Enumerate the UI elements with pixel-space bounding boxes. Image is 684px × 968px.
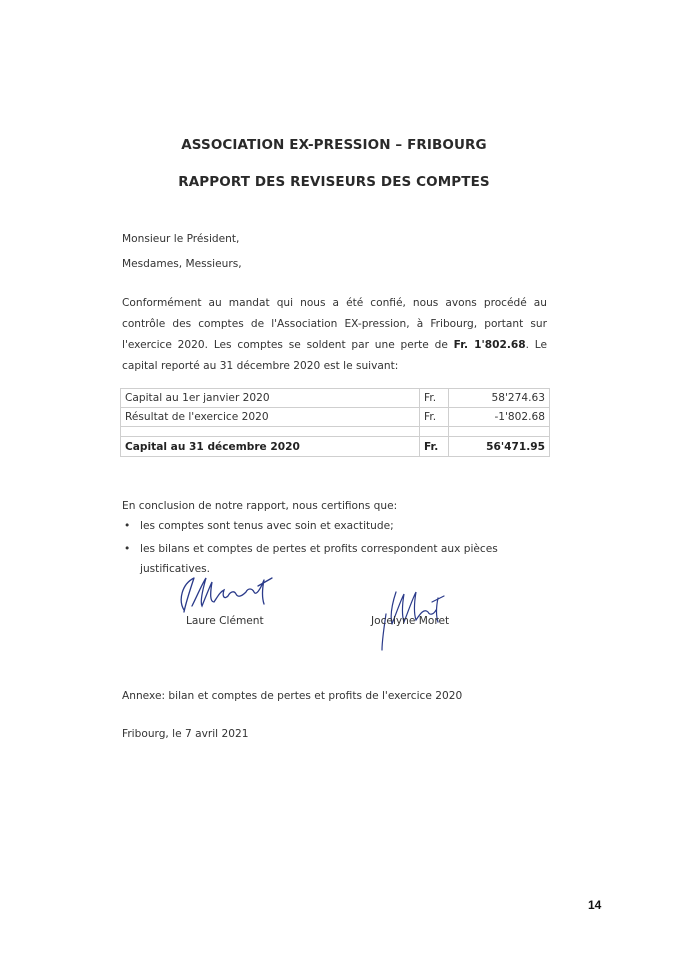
intro-paragraph [122,293,547,377]
total-amount: 56'471.95 [449,437,550,457]
table-spacer-row [121,427,550,437]
place-and-date: Fribourg, le 7 avril 2021 [122,728,249,740]
bullet-icon: • [124,520,131,532]
signatory-name-1: Laure Clément [186,615,264,627]
capital-table [120,388,550,457]
total-label: Capital au 31 décembre 2020 [121,437,420,457]
signature-laure-clement [172,566,282,616]
table-row [121,408,550,427]
page-number: 14 [588,898,602,912]
row-currency: Fr. [420,408,449,427]
row-label: Capital au 1er janvier 2020 [121,389,420,408]
list-item: • les bilans et comptes de pertes et profits correspondent aux pièces justificatives. [122,539,542,579]
conclusion-intro: En conclusion de notre rapport, nous certifions que: [122,500,398,512]
total-currency: Fr. [420,437,449,457]
loss-amount: Fr. 1'802.68 [453,339,526,351]
salutation-audience: Mesdames, Messieurs, [122,258,242,270]
row-amount: 58'274.63 [449,389,550,408]
row-currency: Fr. [420,389,449,408]
table-row [121,389,550,408]
intro-text-after: . Le capital reporté au 31 décembre 2020 est le suivant: [122,339,547,372]
row-label: Résultat de l'exercice 2020 [121,408,420,427]
salutation-president: Monsieur le Président, [122,233,240,245]
list-item: • les comptes sont tenus avec soin et exactitude; [122,516,542,536]
document-subtitle: RAPPORT DES REVISEURS DES COMPTES [178,174,490,190]
table-total-row [121,437,550,457]
intro-text-before: Conformément au mandat qui nous a été confié, nous avons procédé au contrôle des comptes de l'Association EX-pression, à Fribourg, portant sur l'exercice 2020. Les comptes se soldent par une perte de [122,297,547,351]
signatory-name-2: Jocelyne Moret [371,615,450,627]
annex-note: Annexe: bilan et comptes de pertes et profits de l'exercice 2020 [122,690,463,702]
row-amount: -1'802.68 [449,408,550,427]
document-title: ASSOCIATION EX-PRESSION – FRIBOURG [181,137,487,153]
bullet-icon: • [124,543,131,555]
